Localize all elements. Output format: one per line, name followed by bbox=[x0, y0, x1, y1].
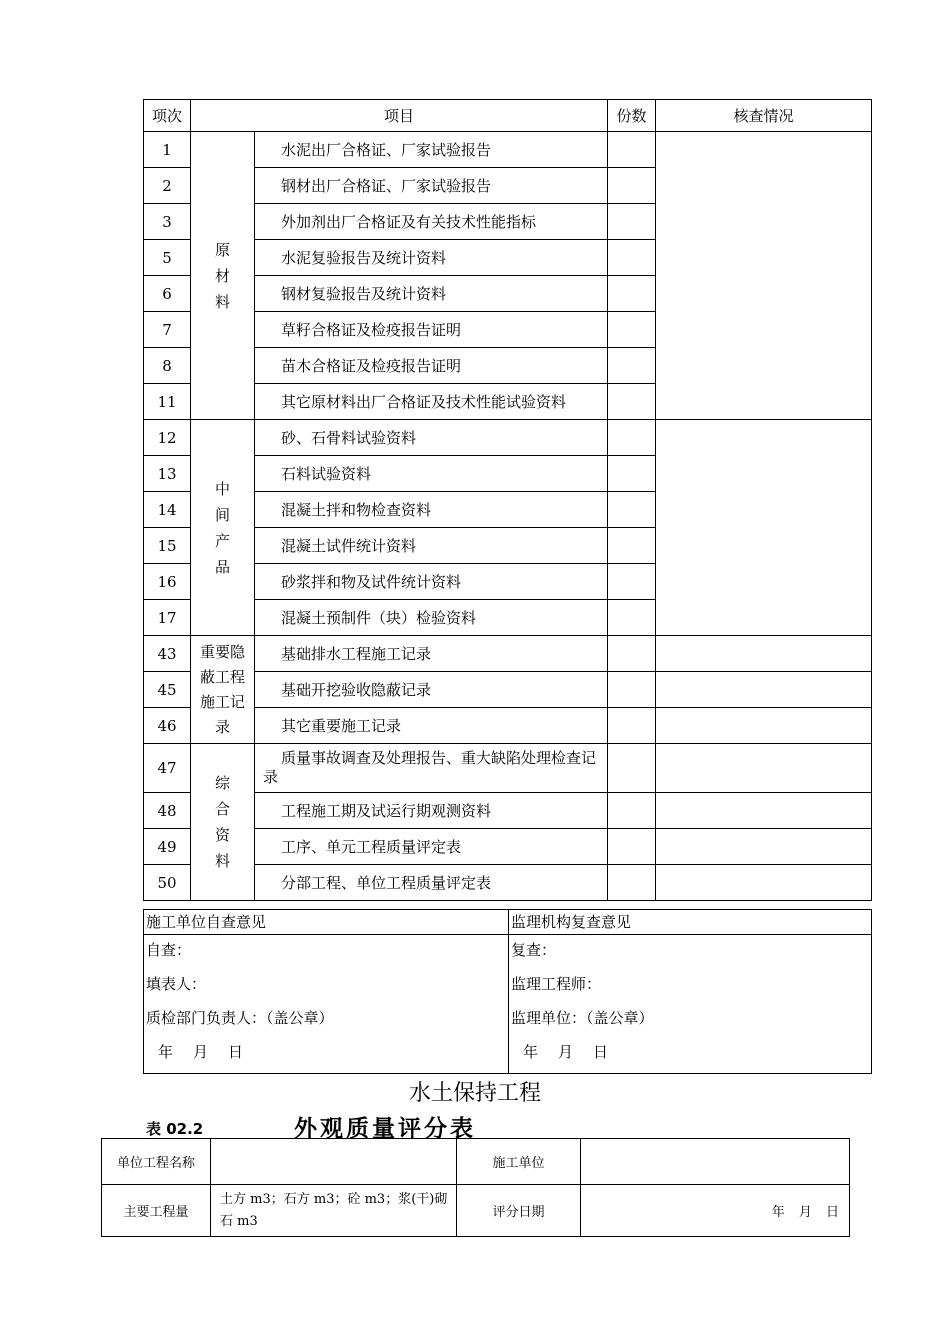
copies-cell[interactable] bbox=[608, 600, 656, 636]
score-date-label: 评分日期 bbox=[457, 1185, 581, 1237]
row-no: 50 bbox=[144, 865, 191, 901]
row-item: 水泥复验报告及统计资料 bbox=[255, 240, 608, 276]
row-no: 11 bbox=[144, 384, 191, 420]
row-no: 3 bbox=[144, 204, 191, 240]
row-item: 砂浆拌和物及试件统计资料 bbox=[255, 564, 608, 600]
group-raw-materials: 原材料 bbox=[191, 132, 255, 420]
contractor-opinion-heading: 施工单位自查意见 bbox=[144, 910, 509, 935]
table-number: 表 02.2 bbox=[146, 1120, 204, 1138]
copies-cell[interactable] bbox=[608, 865, 656, 901]
signoff-table bbox=[143, 909, 872, 1074]
row-no: 46 bbox=[144, 708, 191, 744]
row-no: 6 bbox=[144, 276, 191, 312]
row-no: 2 bbox=[144, 168, 191, 204]
copies-cell[interactable] bbox=[608, 384, 656, 420]
unit-project-name-label: 单位工程名称 bbox=[102, 1139, 211, 1185]
copies-cell[interactable] bbox=[608, 132, 656, 168]
copies-cell[interactable] bbox=[608, 312, 656, 348]
qc-head-label: 质检部门负责人：（盖公章） bbox=[146, 1009, 334, 1027]
supervisor-unit-label: 监理单位：（盖公章） bbox=[511, 1009, 654, 1027]
copies-cell[interactable] bbox=[608, 456, 656, 492]
row-item: 苗木合格证及检疫报告证明 bbox=[255, 348, 608, 384]
supervisor-opinion-heading: 监理机构复查意见 bbox=[509, 910, 872, 935]
row-no: 43 bbox=[144, 636, 191, 672]
archive-checklist-table bbox=[143, 99, 872, 901]
row-no: 1 bbox=[144, 132, 191, 168]
row-item: 混凝土预制件（块）检验资料 bbox=[255, 600, 608, 636]
row-no: 16 bbox=[144, 564, 191, 600]
header-no: 项次 bbox=[144, 100, 191, 132]
status-cell[interactable] bbox=[656, 793, 872, 829]
copies-cell[interactable] bbox=[608, 672, 656, 708]
contractor-field[interactable] bbox=[581, 1139, 850, 1185]
row-no: 15 bbox=[144, 528, 191, 564]
row-no: 5 bbox=[144, 240, 191, 276]
contractor-opinion-block[interactable] bbox=[144, 935, 509, 1074]
row-item: 外加剂出厂合格证及有关技术性能指标 bbox=[255, 204, 608, 240]
status-cell-intermediate[interactable] bbox=[656, 420, 872, 636]
row-item: 石料试验资料 bbox=[255, 456, 608, 492]
row-item: 其它原材料出厂合格证及技术性能试验资料 bbox=[255, 384, 608, 420]
contractor-date: 年 月 日 bbox=[158, 1043, 244, 1061]
row-item: 质量事故调查及处理报告、重大缺陷处理检查记录 bbox=[255, 744, 608, 793]
row-item: 混凝土试件统计资料 bbox=[255, 528, 608, 564]
status-cell[interactable] bbox=[656, 708, 872, 744]
main-quantity-field[interactable]: 土方 m3；石方 m3；砼 m3；浆(干)砌石 m3 bbox=[211, 1185, 457, 1237]
copies-cell[interactable] bbox=[608, 829, 656, 865]
row-no: 14 bbox=[144, 492, 191, 528]
row-item: 草籽合格证及检疫报告证明 bbox=[255, 312, 608, 348]
row-no: 45 bbox=[144, 672, 191, 708]
status-cell[interactable] bbox=[656, 865, 872, 901]
copies-cell[interactable] bbox=[608, 708, 656, 744]
filler-label: 填表人： bbox=[146, 975, 207, 993]
self-check-label: 自查： bbox=[146, 941, 192, 959]
status-cell[interactable] bbox=[656, 829, 872, 865]
status-cell[interactable] bbox=[656, 744, 872, 793]
copies-cell[interactable] bbox=[608, 528, 656, 564]
status-cell[interactable] bbox=[656, 636, 872, 672]
row-item: 水泥出厂合格证、厂家试验报告 bbox=[255, 132, 608, 168]
form-subtitle: 水土保持工程 bbox=[408, 1081, 541, 1106]
row-no: 49 bbox=[144, 829, 191, 865]
row-item: 砂、石骨料试验资料 bbox=[255, 420, 608, 456]
recheck-label: 复查： bbox=[511, 941, 557, 959]
copies-cell[interactable] bbox=[608, 793, 656, 829]
row-item: 工程施工期及试运行期观测资料 bbox=[255, 793, 608, 829]
supervisor-opinion-block[interactable] bbox=[509, 935, 872, 1074]
copies-cell[interactable] bbox=[608, 204, 656, 240]
row-item: 钢材复验报告及统计资料 bbox=[255, 276, 608, 312]
form-title: 外观质量评分表 bbox=[294, 1116, 476, 1142]
copies-cell[interactable] bbox=[608, 348, 656, 384]
row-no: 12 bbox=[144, 420, 191, 456]
row-item: 混凝土拌和物检查资料 bbox=[255, 492, 608, 528]
row-item: 基础开挖验收隐蔽记录 bbox=[255, 672, 608, 708]
header-status: 核查情况 bbox=[656, 100, 872, 132]
row-no: 13 bbox=[144, 456, 191, 492]
score-date-field[interactable]: 年 月 日 bbox=[581, 1185, 850, 1237]
row-no: 48 bbox=[144, 793, 191, 829]
row-item: 基础排水工程施工记录 bbox=[255, 636, 608, 672]
row-item: 其它重要施工记录 bbox=[255, 708, 608, 744]
copies-cell[interactable] bbox=[608, 240, 656, 276]
copies-cell[interactable] bbox=[608, 744, 656, 793]
appearance-score-table bbox=[101, 1138, 850, 1237]
row-no: 17 bbox=[144, 600, 191, 636]
copies-cell[interactable] bbox=[608, 276, 656, 312]
group-comprehensive: 综合资料 bbox=[191, 744, 255, 901]
copies-cell[interactable] bbox=[608, 636, 656, 672]
engineer-label: 监理工程师： bbox=[511, 975, 602, 993]
copies-cell[interactable] bbox=[608, 564, 656, 600]
row-item: 工序、单元工程质量评定表 bbox=[255, 829, 608, 865]
supervisor-date: 年 月 日 bbox=[523, 1043, 609, 1061]
group-intermediate: 中间产品 bbox=[191, 420, 255, 636]
status-cell[interactable] bbox=[656, 672, 872, 708]
row-item: 钢材出厂合格证、厂家试验报告 bbox=[255, 168, 608, 204]
unit-project-name-field[interactable] bbox=[211, 1139, 457, 1185]
header-item: 项目 bbox=[191, 100, 608, 132]
main-quantity-label: 主要工程量 bbox=[102, 1185, 211, 1237]
group-hidden-works: 重要隐蔽工程施工记录 bbox=[191, 636, 255, 744]
copies-cell[interactable] bbox=[608, 492, 656, 528]
row-no: 8 bbox=[144, 348, 191, 384]
contractor-label: 施工单位 bbox=[457, 1139, 581, 1185]
status-cell-raw[interactable] bbox=[656, 132, 872, 420]
row-item: 分部工程、单位工程质量评定表 bbox=[255, 865, 608, 901]
copies-cell[interactable] bbox=[608, 168, 656, 204]
row-no: 47 bbox=[144, 744, 191, 793]
copies-cell[interactable] bbox=[608, 420, 656, 456]
header-copies: 份数 bbox=[608, 100, 656, 132]
row-no: 7 bbox=[144, 312, 191, 348]
